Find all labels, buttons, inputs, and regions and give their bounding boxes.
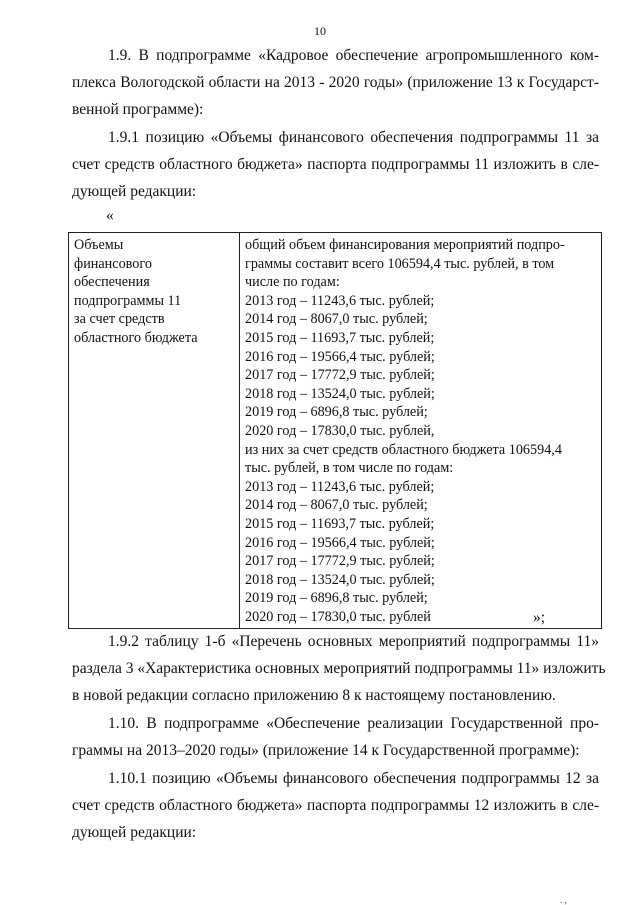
label-line: Объемы — [74, 237, 124, 253]
value-line: 2013 год – 11243,6 тыс. рублей; — [245, 478, 435, 495]
paragraph-line: в новой редакции согласно приложению 8 к настоящему постановлению. — [72, 687, 556, 704]
value-line: из них за счет средств областного бюджета 106594,4 — [245, 441, 562, 458]
closing-quote: »; — [533, 609, 546, 626]
paragraph-line: дующей редакции: — [72, 824, 197, 841]
paragraph-line: венной программе): — [72, 101, 204, 118]
value-line: граммы составит всего 106594,4 тыс. рублей, в том — [245, 255, 555, 272]
label-line: подпрограммы 11 — [74, 292, 182, 309]
paragraph-1-9-2 — [72, 628, 606, 709]
value-line: общий объем финансирования мероприятий подпро- — [245, 237, 565, 253]
paragraph-line: дующей редакции: — [72, 183, 197, 200]
paragraph-line: граммы на 2013–2020 годы» (приложение 14 к Государственной программе): — [72, 742, 580, 759]
value-line: 2015 год – 11693,7 тыс. рублей; — [245, 515, 435, 532]
label-line: за счет средств — [74, 311, 165, 328]
page-number: 10 — [314, 24, 326, 38]
value-line: 2019 год – 6896,8 тыс. рублей; — [245, 590, 428, 607]
value-line: 2017 год – 17772,9 тыс. рублей; — [245, 553, 435, 570]
paragraph-1-10-1 — [72, 765, 599, 846]
value-line: 2018 год – 13524,0 тыс. рублей; — [245, 385, 435, 402]
value-line: 2017 год – 17772,9 тыс. рублей; — [245, 367, 435, 384]
scan-artifact: . , — [560, 895, 567, 905]
paragraph-line: 1.10.1 позицию «Объемы финансового обеспечения подпрограммы 12 за — [108, 770, 599, 787]
value-line: числе по годам: — [245, 274, 340, 291]
financing-table — [68, 232, 602, 629]
value-line: 2013 год – 11243,6 тыс. рублей; — [245, 292, 435, 309]
value-line: 2016 год – 19566,4 тыс. рублей; — [245, 534, 435, 551]
paragraph-line: 1.9.1 позицию «Объемы финансового обеспечения подпрограммы 11 за — [108, 129, 599, 146]
paragraph-line: плекса Вологодской области на 2013 - 2020 годы» (приложение 13 к Государст- — [72, 74, 599, 91]
table-label-cell — [69, 233, 240, 629]
table-value-cell — [240, 233, 602, 629]
value-line: 2018 год – 13524,0 тыс. рублей; — [245, 571, 435, 588]
paragraph-1-10 — [72, 710, 599, 764]
value-line: тыс. рублей, в том числе по годам: — [245, 460, 454, 477]
paragraph-line: 1.9. В подпрограмме «Кадровое обеспечение агропромышленного ком- — [108, 47, 599, 64]
paragraph-line: 1.10. В подпрограмме «Обеспечение реализации Государственной про- — [108, 715, 599, 732]
value-line: 2020 год – 17830,0 тыс. рублей, — [245, 422, 435, 439]
value-line: 2019 год – 6896,8 тыс. рублей; — [245, 404, 428, 421]
label-line: обеспечения — [74, 274, 150, 291]
label-line: областного бюджета — [74, 329, 198, 346]
opening-quote: « — [106, 207, 114, 224]
value-line: 2020 год – 17830,0 тыс. рублей — [245, 608, 431, 625]
paragraph-line: 1.9.2 таблицу 1-б «Перечень основных мероприятий подпрограммы 11» — [108, 633, 599, 650]
value-line: 2015 год – 11693,7 тыс. рублей; — [245, 329, 435, 346]
paragraph-line: счет средств областного бюджета» паспорта подпрограммы 11 изложить в сле- — [72, 156, 599, 173]
value-line: 2014 год – 8067,0 тыс. рублей; — [245, 497, 428, 514]
paragraph-line: счет средств областного бюджета» паспорта подпрограммы 12 изложить в сле- — [72, 797, 599, 814]
table-row — [69, 233, 602, 629]
value-line: 2016 год – 19566,4 тыс. рублей; — [245, 348, 435, 365]
paragraph-1-9-1 — [72, 124, 599, 205]
paragraph-line: раздела 3 «Характеристика основных мероприятий подпрограммы 11» изложить — [72, 660, 606, 677]
label-line: финансового — [74, 255, 152, 272]
paragraph-1-9 — [72, 42, 599, 123]
value-line: 2014 год – 8067,0 тыс. рублей; — [245, 311, 428, 328]
